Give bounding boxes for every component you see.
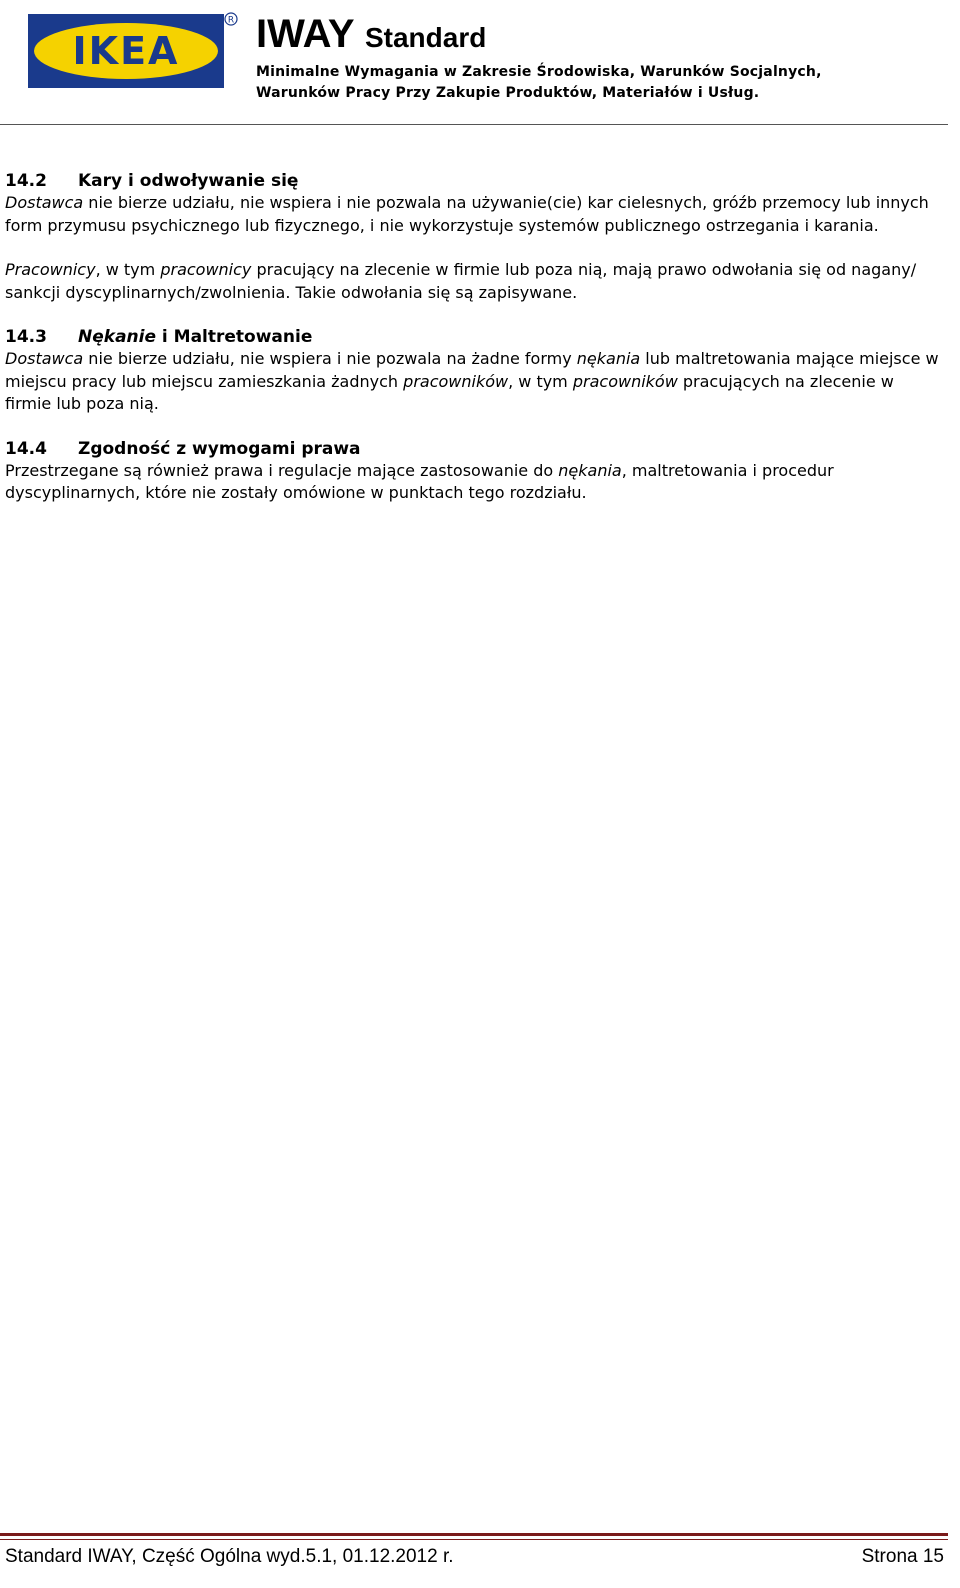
term-italic: Dostawca (5, 349, 84, 368)
header-divider (0, 124, 948, 125)
paragraph (5, 259, 945, 304)
subtitle-line-1: Minimalne Wymagania w Zakresie Środowiska, Warunków Socjalnych, (256, 64, 822, 80)
paragraph-text: lub maltretowania mające miejsce w miejscu pracy lub miejscu zamieszkania żadnych (5, 349, 939, 391)
section-heading (5, 170, 945, 192)
term-italic: pracowników (572, 371, 678, 391)
paragraph-text: pracujących na zlecenie w firmie lub poza nią. (5, 371, 894, 413)
section-heading (5, 326, 945, 348)
footer-divider-thin (0, 1539, 948, 1540)
section-title: i Maltretowanie (156, 327, 313, 347)
title-sub: Standard (364, 22, 487, 53)
document-subtitle (256, 62, 822, 104)
document-body (5, 170, 945, 505)
footer-document-info: Standard IWAY, Część Ogólna wyd.5.1, 01.12.2012 r. (5, 1546, 454, 1567)
paragraph (5, 192, 945, 237)
ikea-logo (28, 14, 235, 88)
paragraph (5, 460, 945, 505)
section-14-2 (5, 170, 945, 304)
section-14-4 (5, 438, 945, 505)
section-14-3 (5, 326, 945, 416)
svg-text:R: R (227, 15, 235, 26)
term-italic: nękania (576, 349, 641, 368)
paragraph-text: pracujący na zlecenie w firmie lub poza nią, mają prawo odwołania się od nagany/ sankcji dyscyplinarnych/zwolnienia. Takie odwołania się są zapisywane. (5, 260, 917, 302)
subtitle-line-2: Warunków Pracy Przy Zakupie Produktów, Materiałów i Usług. (256, 85, 760, 101)
ikea-logo-graphic (28, 14, 224, 88)
term-italic: Dostawca (5, 193, 84, 212)
paragraph-text: Przestrzegane są również prawa i regulacje mające zastosowanie do (5, 460, 559, 480)
logo-text: IKEA (72, 29, 180, 73)
section-number: 14.3 (5, 327, 47, 347)
document-title (256, 8, 486, 64)
section-title: Zgodność z wymogami prawa (78, 438, 361, 459)
paragraph-text: , w tym (95, 260, 161, 279)
term-italic: nękania (558, 460, 622, 480)
section-title: Kary i odwoływanie się (78, 171, 299, 191)
term-italic: pracownicy (160, 260, 252, 279)
paragraph (5, 348, 945, 416)
registered-icon (224, 12, 238, 26)
title-main: IWAY (256, 12, 354, 56)
term-italic: pracowników (403, 371, 509, 391)
section-heading (5, 438, 945, 460)
footer-page-number: Strona 15 (861, 1546, 944, 1567)
section-title-italic: Nękanie (78, 327, 156, 347)
section-number: 14.2 (5, 171, 47, 191)
term-italic: Pracownicy (5, 260, 96, 279)
section-number: 14.4 (5, 438, 47, 459)
paragraph-text: nie bierze udziału, nie wspiera i nie pozwala na żadne formy (83, 349, 577, 368)
paragraph-text: , maltretowania i procedur dyscyplinarnych, które nie zostały omówione w punktach tego rozdziału. (5, 460, 834, 502)
paragraph-text: , w tym (508, 371, 573, 391)
paragraph-text: nie bierze udziału, nie wspiera i nie pozwala na używanie(cie) kar cielesnych, gróźb przemocy lub innych form przymusu psychicznego lub fizycznego, i nie wykorzystuje systemów publicznego ostrzegania i karania. (5, 193, 929, 235)
footer-divider-thick (0, 1533, 948, 1536)
